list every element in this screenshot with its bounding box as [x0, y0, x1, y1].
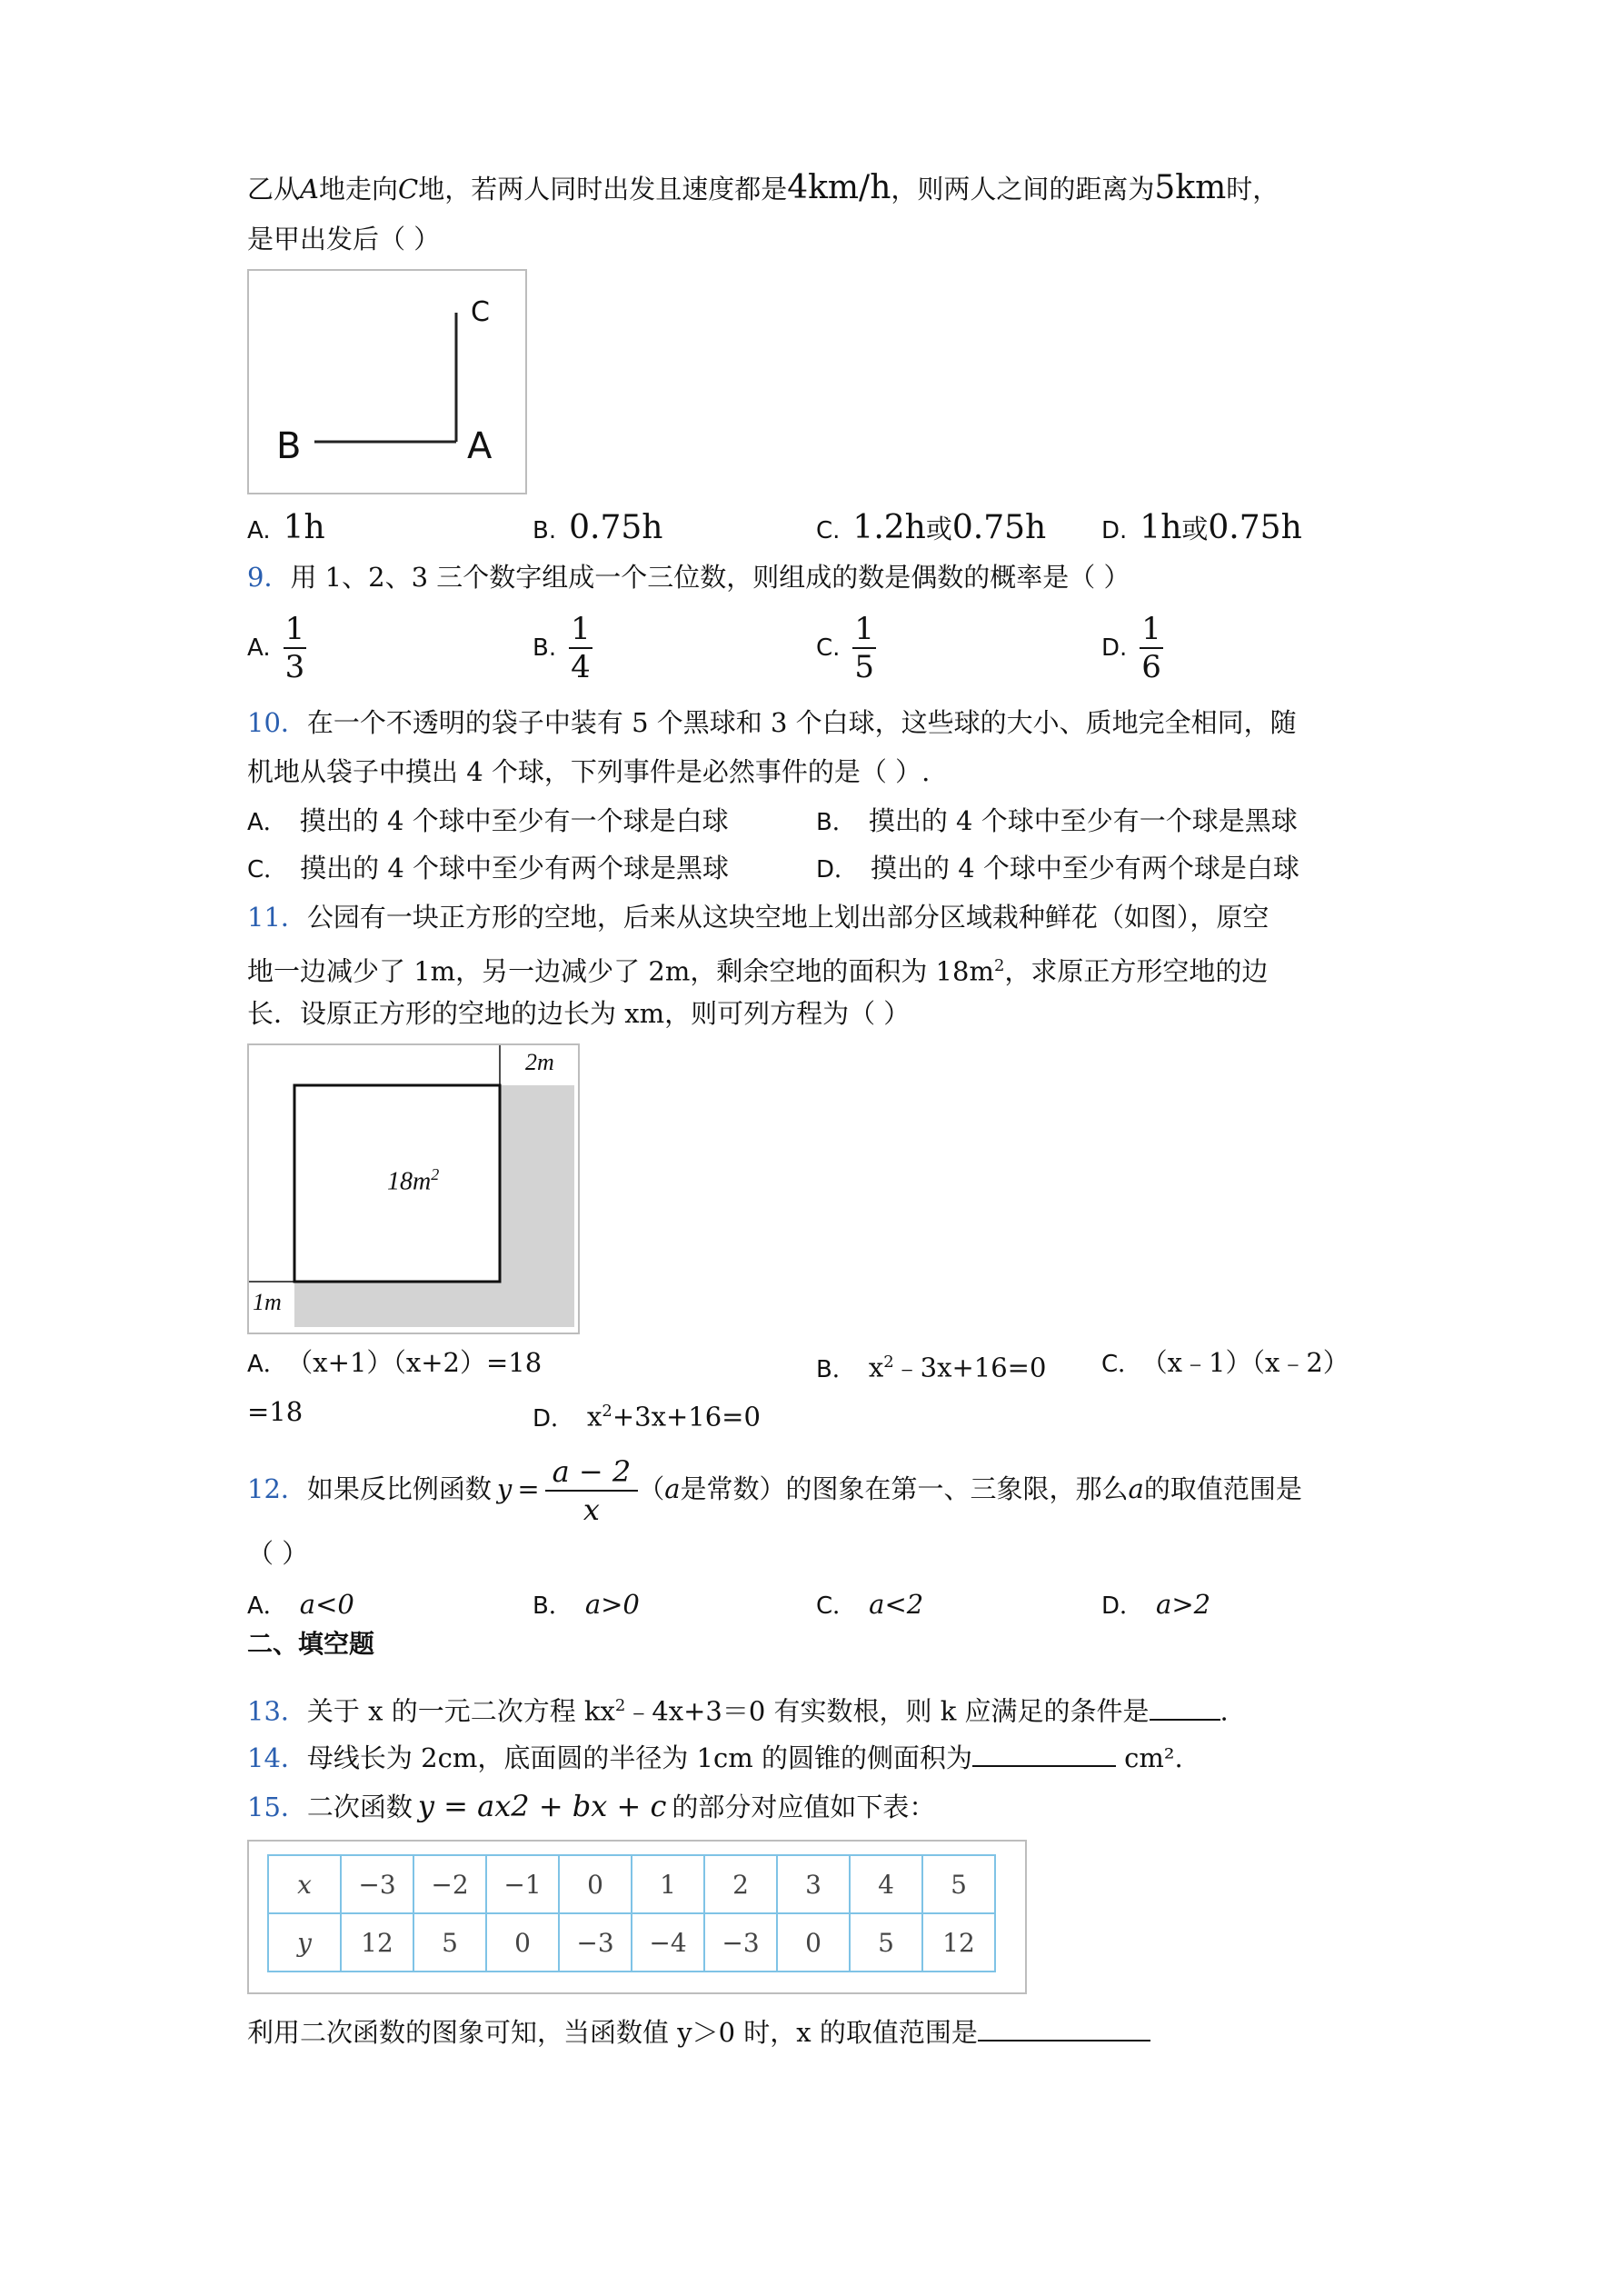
- q11-stem-line1: 11．公园有一块正方形的空地，后来从这块空地上划出部分区域栽种鲜花（如图），原空: [247, 902, 1270, 933]
- q10-option-d[interactable]: D． 摸出的 4 个球中至少有两个球是白球: [816, 853, 1299, 883]
- table-cell: 12: [922, 1913, 995, 1972]
- q15-number: 15．: [247, 1792, 307, 1822]
- table-cell: 5: [850, 1913, 922, 1972]
- q13-number: 13．: [247, 1695, 307, 1727]
- fraction: $\frac{1}{6}$: [1141, 611, 1161, 685]
- q14-number: 14．: [247, 1742, 307, 1773]
- table-cell: 5: [922, 1855, 995, 1913]
- table-cell: 1: [632, 1855, 704, 1913]
- table-cell: 0: [559, 1855, 632, 1913]
- table-cell: 5: [413, 1913, 486, 1972]
- q8-line2: 是甲出发后（ ）: [247, 224, 441, 255]
- q9-option-a[interactable]: A. $\frac{1}{3}$: [247, 611, 305, 685]
- q8-point-a: A: [300, 174, 319, 205]
- q8-distance: 5km: [1154, 169, 1227, 206]
- fraction: $\frac{1}{3}$: [284, 611, 305, 685]
- table-row-x: [268, 1855, 995, 1913]
- q11-option-d[interactable]: D． $x^2+3x+16=0$: [533, 1401, 761, 1433]
- table-cell: −2: [413, 1855, 486, 1913]
- q13-stem: 13．关于 x 的一元二次方程 $kx^2﹣4x+3=0$ 有实数根，则 k 应满足的条件是 .: [247, 1689, 1229, 1729]
- q10-stem-line1: 10．在一个不透明的袋子中装有 5 个黑球和 3 个白球，这些球的大小、质地完全相同，随: [247, 707, 1297, 738]
- label-c: C: [471, 296, 490, 328]
- table-cell: 0: [486, 1913, 559, 1972]
- q10-option-c[interactable]: C． 摸出的 4 个球中至少有两个球是黑球: [247, 853, 730, 883]
- table-cell: 3: [777, 1855, 850, 1913]
- q8-speed: 4km/h: [787, 169, 891, 206]
- q11-stem-line3: 长．设原正方形的空地的边长为 xm，则可列方程为（ ）: [247, 998, 911, 1029]
- table-row-y: [268, 1913, 995, 1972]
- q11-figure: [247, 1043, 580, 1334]
- q10-option-b[interactable]: B． 摸出的 4 个球中至少有一个球是黑球: [816, 805, 1298, 836]
- area-label: $18m^2$: [387, 1165, 440, 1196]
- q12-fraction: $\frac{a - 2}{x}$: [545, 1453, 639, 1528]
- table-cell: 4: [850, 1855, 922, 1913]
- y-header: y: [268, 1913, 341, 1972]
- q12-stem-line1: 12．如果反比例函数 y = $\frac{a - 2}{x}$ （a是常数）的图象在第一、三象限，那么a的取值范围是: [247, 1454, 1302, 1527]
- q8-option-d[interactable]: D. 1h或0.75h: [1101, 509, 1302, 546]
- q10-number: 10．: [247, 707, 307, 738]
- q11-number: 11．: [247, 902, 307, 933]
- table-cell: −3: [559, 1913, 632, 1972]
- x-header: x: [268, 1855, 341, 1913]
- table-cell: 12: [341, 1913, 413, 1972]
- q12-option-a[interactable]: A． a<0: [247, 1589, 354, 1620]
- q9-option-c[interactable]: C. $\frac{1}{5}$: [816, 611, 875, 685]
- q9-option-d[interactable]: D. $\frac{1}{6}$: [1101, 611, 1161, 685]
- q8-option-a[interactable]: A. 1h: [247, 509, 325, 546]
- table-cell: −4: [632, 1913, 704, 1972]
- q8-text-d: ，则两人之间的距离为: [891, 174, 1155, 205]
- q11-option-c-continued: =18: [247, 1396, 304, 1427]
- q12-stem-line2: （ ）: [247, 1538, 309, 1569]
- q15-value-table: [267, 1854, 996, 1972]
- q15-stem: 15．二次函数 y = ax2 + bx + c 的部分对应值如下表：: [247, 1789, 936, 1823]
- q9-number: 9．: [247, 562, 291, 593]
- q14-answer-blank[interactable]: [972, 1738, 1116, 1767]
- q15-formula: y = ax2 + bx + c: [417, 1789, 667, 1823]
- q8-text-a: 乙从: [247, 174, 301, 205]
- table-cell: 0: [777, 1913, 850, 1972]
- q8-option-c[interactable]: C. 1.2h或0.75h: [816, 509, 1047, 546]
- q8-figure: [247, 269, 527, 494]
- label-a: A: [467, 425, 493, 467]
- q10-stem-line2: 机地从袋子中摸出 4 个球，下列事件是必然事件的是（ ）.: [247, 756, 931, 787]
- table-cell: −1: [486, 1855, 559, 1913]
- q15-question-line: 利用二次函数的图象可知，当函数值 y＞0 时，x 的取值范围是: [247, 2012, 1150, 2050]
- q8-text-e: 时，: [1226, 174, 1279, 205]
- top-width-label: 2m: [525, 1049, 554, 1075]
- label-b: B: [276, 425, 302, 467]
- q8-point-c: C: [397, 174, 419, 205]
- q11-option-a[interactable]: A． （x+1）（x+2）=18: [247, 1347, 543, 1378]
- table-cell: −3: [341, 1855, 413, 1913]
- left-height-label: 1m: [253, 1289, 282, 1315]
- q8-text-b: 地走向: [318, 174, 398, 205]
- q12-option-c[interactable]: C． a<2: [816, 1589, 924, 1620]
- q9-stem: 9．用 1、2、3 三个数字组成一个三位数，则组成的数是偶数的概率是（ ）: [247, 562, 1130, 593]
- q11-stem-line2: 地一边减少了 1m，另一边减少了 2m，剩余空地的面积为 $18m^2$，求原正方形空地的边: [247, 955, 1269, 987]
- q13-answer-blank[interactable]: [1150, 1692, 1220, 1721]
- q10-option-a[interactable]: A． 摸出的 4 个球中至少有一个球是白球: [247, 805, 729, 836]
- q11-option-c[interactable]: C． （x﹣1）（x﹣2）: [1101, 1347, 1349, 1378]
- table-cell: −3: [704, 1913, 777, 1972]
- q9-option-b[interactable]: B. $\frac{1}{4}$: [533, 611, 591, 685]
- fraction: $\frac{1}{5}$: [854, 611, 875, 685]
- q8-text-c: 地，若两人同时出发且速度都是: [418, 174, 788, 205]
- q12-option-d[interactable]: D． a>2: [1101, 1589, 1211, 1620]
- q8-option-b[interactable]: B. 0.75h: [533, 509, 663, 546]
- section-fill-in-the-blank: 二、填空题: [247, 1629, 375, 1659]
- table-cell: 2: [704, 1855, 777, 1913]
- q8-line1: [247, 171, 1279, 206]
- q14-stem: 14．母线长为 2cm，底面圆的半径为 1cm 的圆锥的侧面积为 cm².: [247, 1738, 1183, 1775]
- q12-option-b[interactable]: B． a>0: [533, 1589, 640, 1620]
- q11-option-b[interactable]: B． $x^2﹣3x+16=0$: [816, 1352, 1047, 1383]
- fraction: $\frac{1}{4}$: [571, 611, 591, 685]
- q15-answer-blank[interactable]: [978, 2012, 1150, 2041]
- q12-number: 12．: [247, 1473, 307, 1504]
